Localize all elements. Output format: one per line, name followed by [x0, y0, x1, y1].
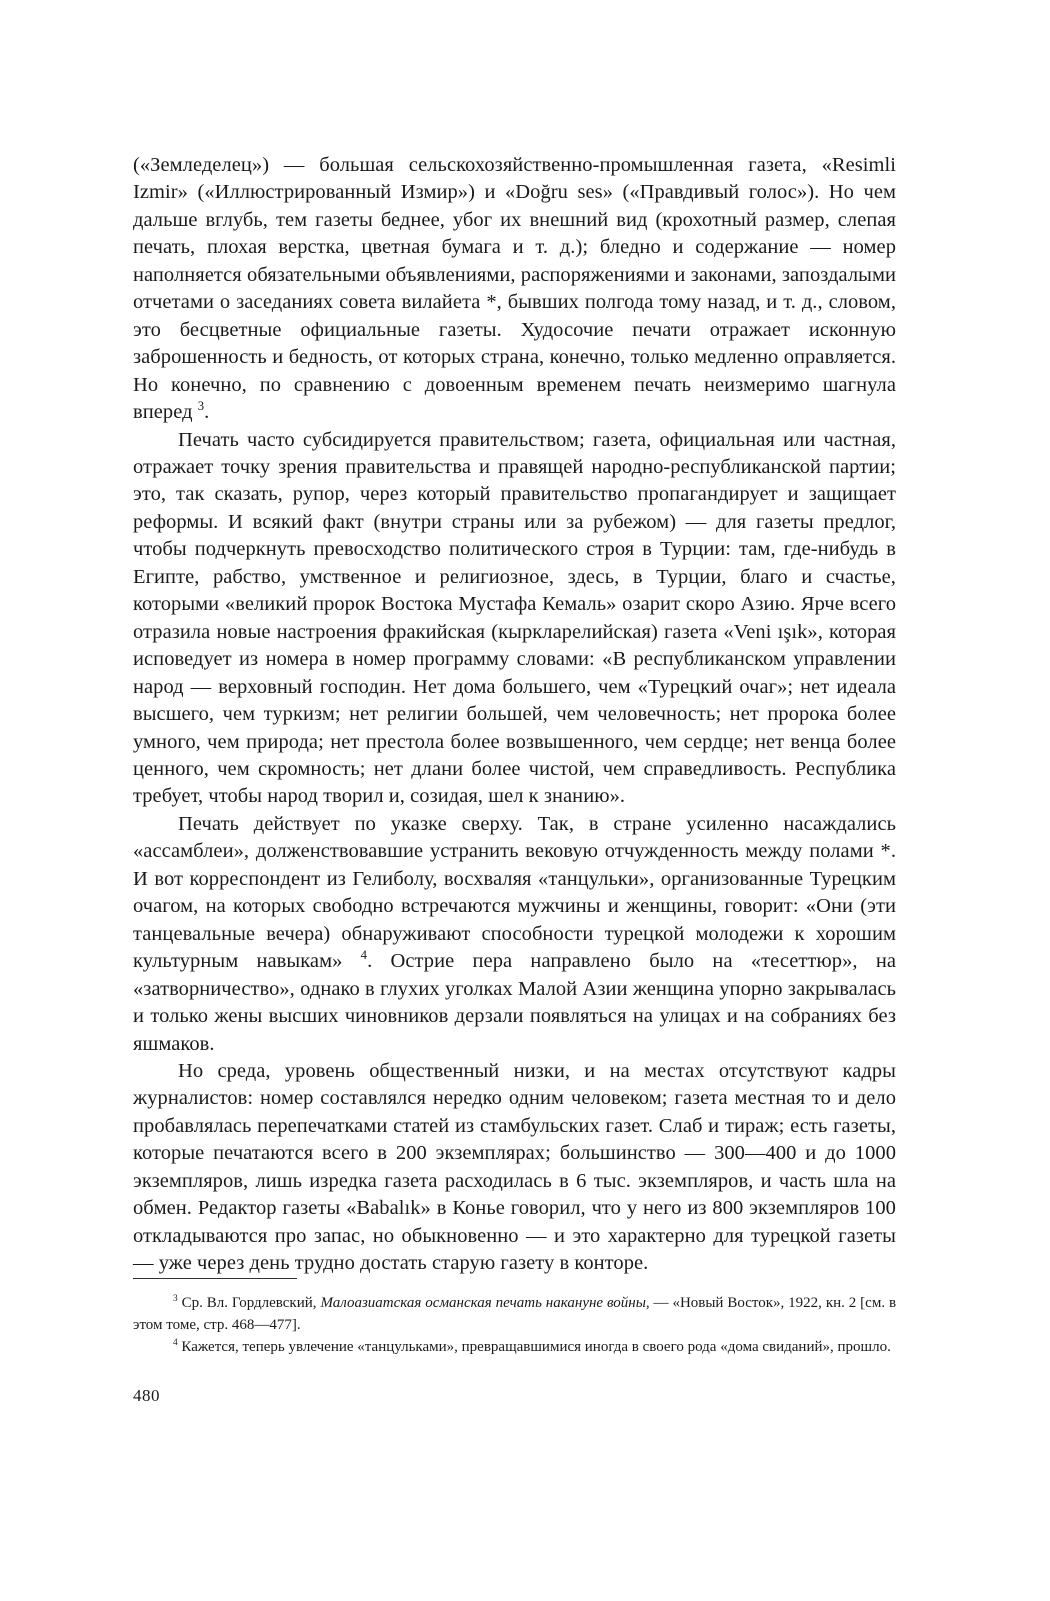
paragraph-3: [133, 811, 896, 1058]
main-text: [133, 152, 896, 1278]
page-number: 480: [133, 1386, 160, 1405]
paragraph-4-text: Но среда, уровень общественный низки, и на местах отсутствуют кадры журналистов: номер составлялся нередко одним человеком; газета местная то и дело пробавлялась перепечатками статей из стамбульских газет. Слаб и тираж; есть газеты, которые печатаются всего в 200 экземплярах; большинство — 300—400 и до 1000 экземпляров, лишь изредка газета расходилась в 6 тыс. экземпляров, и часть шла на обмен. Редактор газеты «Babalık» в Конье говорил, что у него из 800 экземпляров 100 откладываются про запас, но обыкновенно — и это характерно для турецкой газеты — уже через день трудно достать старую газету в конторе.: [133, 1059, 896, 1275]
footnote-3-before: Ср. Вл. Гордлевский,: [181, 1295, 317, 1311]
footnote-ref-3: 3: [197, 399, 205, 414]
paragraph-4: [133, 1058, 896, 1278]
footnote-3-after: — «Новый Восток», 1922, кн. 2 [см. в этом томе, стр. 468—477].: [133, 1295, 897, 1333]
paragraph-1-text: («Земледелец») — большая сельскохозяйственно-промышленная газета, «Resimli Izmir» («Иллюстрированный Измир») и «Doğru ses» («Правдивый голос»). Но чем дальше вглубь, тем газеты беднее, убог их внешний вид (крохотный размер, слепая печать, плохая верстка, цветная бумага и т. д.); бледно и содержание — номер наполняется обязательными объявлениями, распоряжениями и законами, запоздалыми отчетами о заседаниях совета вилайета *, бывших полгода тому назад, и т. д., словом, это бесцветные официальные газеты. Худосочие печати отражает исконную заброшенность и бедность, от которых страна, конечно, только медленно оправляется. Но конечно, по сравнению с довоенным временем печать неизмеримо шагнула вперед: [133, 154, 896, 424]
footnote-3-title: Малоазиатская османская печать накануне войны,: [320, 1295, 650, 1311]
footnote-4: [133, 1336, 896, 1358]
footnote-4-mark: 4: [173, 1338, 178, 1348]
paragraph-3-text-continued: . Острие пера направлено было на «тесеттюр», на «затворничество», однако в глухих уголках Малой Азии женщина упорно закрывалась и только жены высших чиновников дерзали появляться на улицах и на собраниях без яшмаков.: [133, 950, 896, 1055]
paragraph-1: («Земледелец») — большая сельскохозяйственно-промышленная газета, «Resimli Izmir» («Иллюстрированный Измир») и «Doğru ses» («Правдивый голос»). Но чем дальше вглубь, тем газеты беднее, убог их внешний вид (крохотный размер, слепая печать, плохая верстка, цветная бумага и т. д.); бледно и содержание — номер наполняется обязательными объявлениями, распоряжениями и законами, запоздалыми отчетами о заседаниях совета вилайета *, бывших полгода тому назад, и т. д., словом, это бесцветные официальные газеты. Худосочие печати отражает исконную заброшенность и бедность, от которых страна, конечно, только медленно оправляется. Но конечно, по сравнению с довоенным временем печать неизмеримо шагнула вперед $^3$.: [133, 154, 896, 424]
paragraph-2: [133, 427, 896, 811]
footnote-3-mark: 3: [173, 1294, 178, 1304]
footnote-ref-4: 4: [360, 948, 368, 963]
footnote-4-text: Кажется, теперь увлечение «танцульками», превращавшимися иногда в своего рода «дома свиданий», прошло.: [181, 1339, 891, 1355]
paragraph-2-text: Печать часто субсидируется правительством; газета, официальная или частная, отражает точку зрения правительства и правящей народно-республиканской партии; это, так сказать, рупор, через который правительство пропагандирует и защищает реформы. И всякий факт (внутри страны или за рубежом) — для газеты предлог, чтобы подчеркнуть превосходство политического строя в Турции: там, где-нибудь в Египте, рабство, умственное и религиозное, здесь, в Турции, благо и счастье, которыми «великий пророк Востока Мустафа Кемаль» озарит скоро Азию. Ярче всего отразила новые настроения фракийская (кыркларелийская) газета «Veni ışık», которая исповедует из номера в номер программу словами: «В республиканском управлении народ — верховный господин. Нет дома большего, чем «Турецкий очаг»; нет идеала высшего, чем туркизм; нет религии большей, чем человечность; нет пророка более умного, чем природа; нет престола более возвышенного, чем сердце; нет венца более ценного, чем скромность; нет длани более чистой, чем справедливость. Республика требует, чтобы народ творил и, созидая, шел к знанию».: [133, 428, 896, 808]
footnotes: [133, 1292, 896, 1358]
footnote-3: [133, 1292, 896, 1336]
footnote-separator: [133, 1278, 297, 1279]
paragraph-3-text: Печать действует по указке сверху. Так, в стране усиленно насаждались «ассамблеи», долженствовавшие устранить вековую отчужденность между полами *. И вот корреспондент из Гелиболу, восхваляя «танцульки», организованные Турецким очагом, на которых свободно встречаются мужчины и женщины, говорит: «Они (эти танцевальные вечера) обнаруживают способности турецкой молодежи к хорошим культурным навыкам»: [133, 812, 896, 973]
